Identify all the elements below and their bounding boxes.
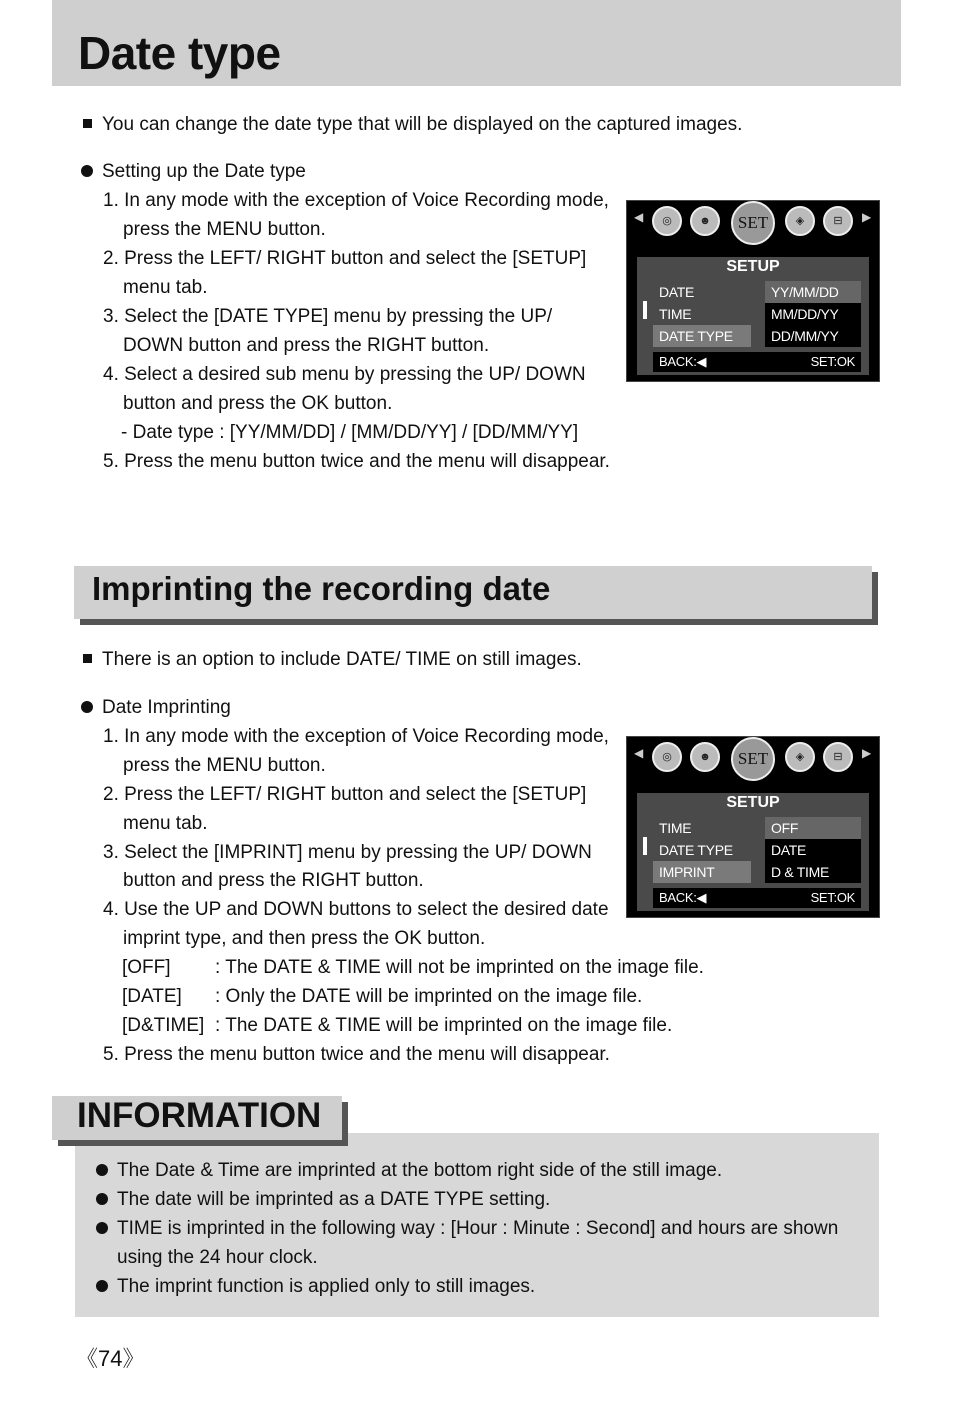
setup-step: 2. Press the LEFT/ RIGHT button and select the [SETUP]: [103, 248, 587, 269]
menu-item: TIME: [659, 306, 692, 322]
print-icon: ⊟: [823, 206, 853, 236]
submenu-list: [765, 281, 861, 347]
menu-item: DATE: [659, 284, 695, 300]
option-desc: : Only the DATE will be imprinted on the image file.: [215, 986, 643, 1007]
info-item: The date will be imprinted as a DATE TYPE setting.: [96, 1185, 550, 1214]
imprint-step: button and press the RIGHT button.: [123, 870, 424, 891]
round-bullet-icon: [96, 1222, 108, 1234]
imprint-heading: Date Imprinting: [81, 693, 231, 722]
setup-step: button and press the OK button.: [123, 393, 393, 414]
submenu-item: MM/DD/YY: [765, 303, 861, 325]
left-arrow-icon: ◀: [634, 746, 644, 760]
round-bullet-icon: [96, 1193, 108, 1205]
imprint-step: imprint type, and then press the OK button.: [123, 928, 486, 949]
option-key: [D&TIME]: [122, 1015, 205, 1036]
submenu-item: DATE: [765, 839, 861, 861]
page-title: Date type: [78, 27, 281, 79]
round-bullet-icon: [81, 701, 93, 713]
info-item-continued: using the 24 hour clock.: [117, 1247, 318, 1268]
setup-step: - Date type : [YY/MM/DD] / [MM/DD/YY] / [DD/MM/YY]: [121, 422, 579, 443]
setup-heading: Setting up the Date type: [81, 157, 306, 186]
setup-step: menu tab.: [123, 277, 208, 298]
imprint-step: 5. Press the menu button twice and the menu will disappear.: [103, 1044, 610, 1065]
sound-icon: ◈: [785, 742, 815, 772]
menu-item: TIME: [659, 820, 692, 836]
imprint-step: 1. In any mode with the exception of Voice Recording mode,: [103, 726, 609, 747]
square-bullet-icon: [83, 654, 92, 663]
round-bullet-icon: [81, 165, 93, 177]
submenu-list: [765, 817, 861, 883]
imprint-step: 3. Select the [IMPRINT] menu by pressing the UP/ DOWN: [103, 842, 592, 863]
setup-step: 4. Select a desired sub menu by pressing the UP/ DOWN: [103, 364, 586, 385]
submenu-item: DD/MM/YY: [765, 325, 861, 347]
person-icon: ☻: [690, 206, 720, 236]
sound-icon: ◈: [785, 206, 815, 236]
option-key: [DATE]: [122, 986, 182, 1007]
camera-menu-screen: [626, 200, 880, 382]
imprint-step: 2. Press the LEFT/ RIGHT button and select the [SETUP]: [103, 784, 587, 805]
round-bullet-icon: [96, 1164, 108, 1176]
back-hint: BACK:◀: [659, 890, 707, 905]
camera-mode-icon: ◎: [652, 206, 682, 236]
info-item: TIME is imprinted in the following way : [Hour : Minute : Second] and hours are shown: [96, 1214, 838, 1243]
menu-list: [653, 281, 751, 347]
round-bullet-icon: [96, 1280, 108, 1292]
imprint-step: menu tab.: [123, 813, 208, 834]
option-key: [OFF]: [122, 957, 171, 978]
set-hint: SET:OK: [810, 890, 855, 905]
menu-item-selected: IMPRINT: [653, 861, 751, 883]
section-title: Imprinting the recording date: [92, 570, 551, 607]
setup-step: DOWN button and press the RIGHT button.: [123, 335, 490, 356]
setup-step: 3. Select the [DATE TYPE] menu by pressing the UP/: [103, 306, 553, 327]
menu-footer: [653, 888, 861, 908]
imprint-step: 4. Use the UP and DOWN buttons to select the desired date: [103, 899, 609, 920]
right-arrow-icon: ▶: [862, 746, 872, 760]
left-arrow-icon: ◀: [634, 210, 644, 224]
scroll-indicator: [643, 301, 647, 319]
info-item: The Date & Time are imprinted at the bottom right side of the still image.: [96, 1156, 722, 1185]
option-desc: : The DATE & TIME will not be imprinted on the image file.: [215, 957, 704, 978]
setup-step: 1. In any mode with the exception of Voice Recording mode,: [103, 190, 609, 211]
setup-panel: [637, 257, 869, 375]
back-hint: BACK:◀: [659, 354, 707, 369]
scroll-indicator: [643, 837, 647, 855]
info-item: The imprint function is applied only to still images.: [96, 1272, 535, 1301]
imprint-step: press the MENU button.: [123, 755, 326, 776]
person-icon: ☻: [690, 742, 720, 772]
menu-item: DATE TYPE: [659, 842, 733, 858]
menu-item-selected: DATE TYPE: [653, 325, 751, 347]
square-bullet-icon: [83, 119, 92, 128]
intro-line: There is an option to include DATE/ TIME on still images.: [83, 645, 582, 674]
set-icon: SET: [731, 201, 775, 245]
camera-mode-icon: ◎: [652, 742, 682, 772]
setup-panel: [637, 793, 869, 911]
print-icon: ⊟: [823, 742, 853, 772]
submenu-item-selected: YY/MM/DD: [765, 281, 861, 303]
set-hint: SET:OK: [810, 354, 855, 369]
submenu-item: D & TIME: [765, 861, 861, 883]
setup-step: 5. Press the menu button twice and the menu will disappear.: [103, 451, 610, 472]
setup-label: SETUP: [726, 258, 780, 275]
camera-menu-screen: [626, 736, 880, 918]
set-icon: SET: [731, 737, 775, 781]
menu-footer: [653, 352, 861, 372]
submenu-item-selected: OFF: [765, 817, 861, 839]
setup-step: press the MENU button.: [123, 219, 326, 240]
setup-label: SETUP: [726, 794, 780, 811]
right-arrow-icon: ▶: [862, 210, 872, 224]
info-title: INFORMATION: [77, 1096, 322, 1135]
page-number: 《74》: [76, 1346, 145, 1371]
intro-line: You can change the date type that will be displayed on the captured images.: [83, 110, 742, 139]
menu-list: [653, 817, 751, 883]
option-desc: : The DATE & TIME will be imprinted on the image file.: [215, 1015, 673, 1036]
